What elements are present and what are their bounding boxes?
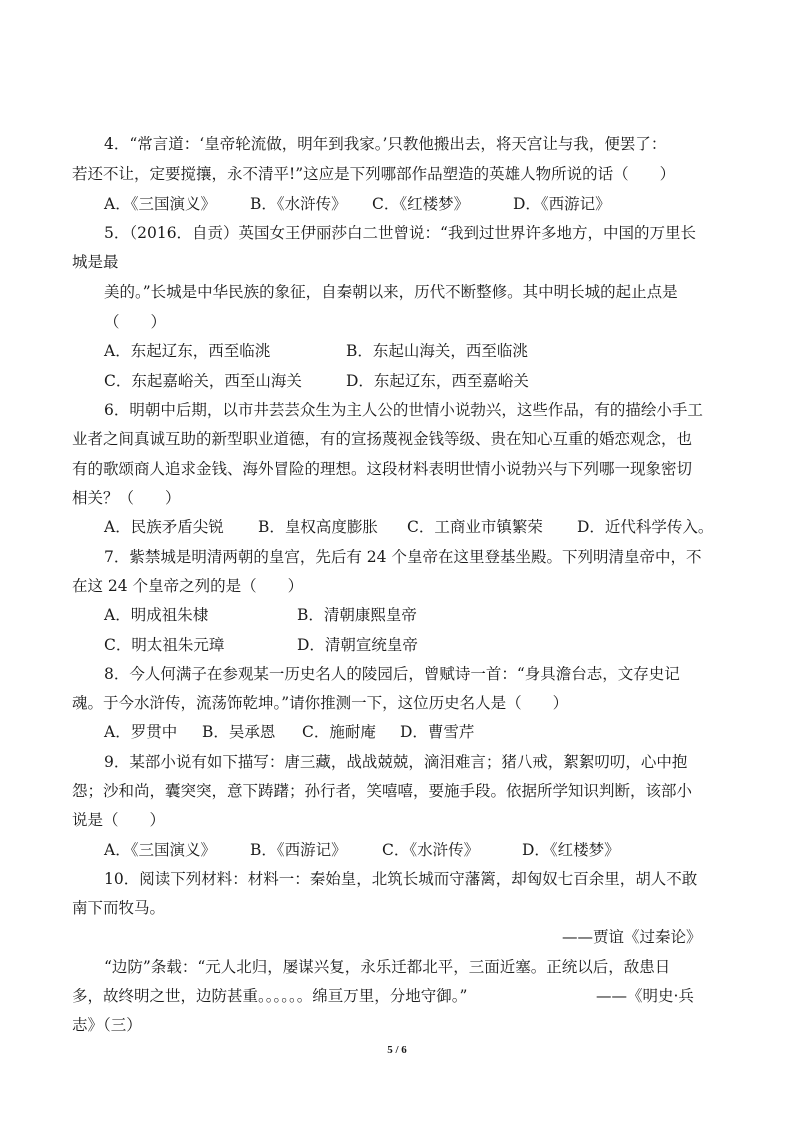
q10-line-2: 南下而牧马。 xyxy=(72,899,166,917)
q6-option-d: D．近代科学传入。 xyxy=(577,518,714,536)
q9-line-1: 9．某部小说有如下描写：唐三藏，战战兢兢，滴泪难言；猪八戒，絮絮叨叨，心中抱 xyxy=(104,753,688,771)
q10-material2-source-b: 志》（三） xyxy=(72,1016,142,1034)
q8-line-1: 8．今人何满子在参观某一历史名人的陵园后，曾赋诗一首：“身具澹台志，文存史记 xyxy=(104,665,680,683)
q4-line-2: 若还不让，定要搅攘，永不清平!”这应是下列哪部作品塑造的英雄人物所说的话（ ） xyxy=(72,165,676,183)
q7-option-c: C．明太祖朱元璋 xyxy=(104,636,225,654)
q5-line-2: 城是最 xyxy=(72,253,119,271)
q10-material2-line-2: 多，故终明之世，边防甚重。。。。。。绵亘万里，分地守御。” xyxy=(72,987,468,1005)
q6-option-a: A．民族矛盾尖锐 xyxy=(104,518,224,536)
q7-line-1: 7．紫禁城是明清两朝的皇宫，先后有 24 个皇帝在这里登基坐殿。下列明清皇帝中，不 xyxy=(104,548,702,566)
q5-line-3: 美的。”长城是中华民族的象征，自秦朝以来，历代不断整修。其中明长城的起止点是 xyxy=(104,283,678,301)
q5-line-4: （ ） xyxy=(104,313,167,331)
q8-option-c: C．施耐庵 xyxy=(302,723,376,741)
q6-line-1: 6．明朝中后期，以市井芸芸众生为主人公的世情小说勃兴，这些作品，有的描绘小手工 xyxy=(104,401,703,419)
q8-option-a: A．罗贯中 xyxy=(104,723,178,741)
q10-source-1: ——贾谊《过秦论》 xyxy=(562,928,702,946)
q9-option-b: B．《西游记》 xyxy=(250,841,347,859)
q4-option-a: A．《三国演义》 xyxy=(104,195,216,213)
q10-line-1: 10．阅读下列材料：材料一：秦始皇，北筑长城而守藩篱，却匈奴七百余里，胡人不敢 xyxy=(104,870,698,888)
q4-option-c: C．《红楼梦》 xyxy=(372,195,470,213)
q7-line-2: 在这 24 个皇帝之列的是（ ） xyxy=(72,577,304,595)
q6-option-b: B．皇权高度膨胀 xyxy=(258,518,378,536)
q9-option-c: C．《水浒传》 xyxy=(382,841,480,859)
q8-option-b: B．吴承恩 xyxy=(202,723,276,741)
q7-option-b: B．清朝康熙皇帝 xyxy=(297,606,417,624)
q9-line-2: 怨；沙和尚，囊突突，意下踌躇；孙行者，笑嘻嘻，要施手段。依据所学知识判断，该部小 xyxy=(72,782,693,800)
q6-line-3: 有的歌颂商人追求金钱、海外冒险的理想。这段材料表明世情小说勃兴与下列哪一现象密切 xyxy=(72,460,693,478)
q6-line-2: 业者之间真诚互助的新型职业道德，有的宣扬蔑视金钱等级、贵在知心互重的婚恋观念，也 xyxy=(72,430,693,448)
q9-option-d: D．《红楼梦》 xyxy=(522,841,620,859)
q6-line-4: 相关？（ ） xyxy=(72,489,181,507)
q9-option-a: A．《三国演义》 xyxy=(104,841,216,859)
page-number: 5 / 6 xyxy=(387,1044,407,1056)
q7-option-d: D．清朝宣统皇帝 xyxy=(297,636,418,654)
q6-option-c: C．工商业市镇繁荣 xyxy=(407,518,543,536)
q8-option-d: D．曹雪芹 xyxy=(400,723,475,741)
q5-option-c: C．东起嘉峪关，西至山海关 xyxy=(104,372,302,390)
q4-option-d: D．《西游记》 xyxy=(513,195,611,213)
q5-line-1: 5．（2016．自贡）英国女王伊丽莎白二世曾说：“我到过世界许多地方，中国的万里长 xyxy=(104,224,696,242)
q7-option-a: A．明成祖朱棣 xyxy=(104,606,209,624)
q10-material2-line-1: “边防”条载：“元人北归，屡谋兴复，永乐迁都北平，三面近塞。正统以后，敌患日 xyxy=(104,958,671,976)
q5-option-d: D．东起辽东，西至嘉峪关 xyxy=(346,372,529,390)
q10-material2-source-a: ——《明史·兵 xyxy=(596,987,694,1005)
q8-line-2: 魂。于今水浒传，流荡饰乾坤。”请你推测一下，这位历史名人是（ ） xyxy=(72,694,569,712)
q4-line-1: 4．“常言道：‘皇帝轮流做，明年到我家。’只教他搬出去，将天宫让与我，便罢了： xyxy=(104,135,667,153)
q9-line-3: 说是（ ） xyxy=(72,811,166,829)
q4-option-b: B．《水浒传》 xyxy=(250,195,347,213)
q5-option-a: A．东起辽东，西至临洮 xyxy=(104,342,271,360)
q5-option-b: B．东起山海关，西至临洮 xyxy=(346,342,528,360)
